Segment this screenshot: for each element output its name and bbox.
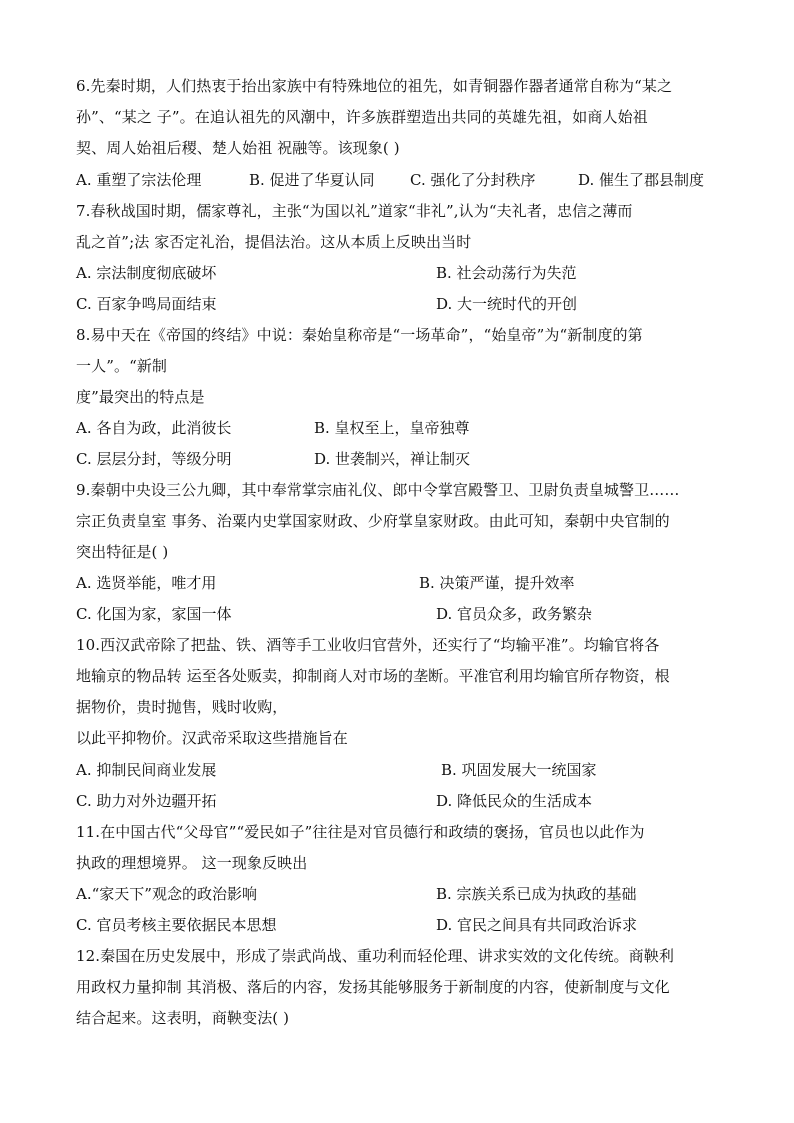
question-10-option-a: A. 抑制民间商业发展	[76, 761, 217, 779]
question-11-option-b: B. 宗族关系已成为执政的基础	[436, 885, 637, 903]
question-9-option-c: C. 化国为家，家国一体	[76, 605, 232, 623]
question-9-option-b: B. 决策严谨，提升效率	[419, 574, 575, 592]
question-10-option-d: D. 降低民众的生活成本	[436, 792, 593, 810]
question-6-option-c: C. 强化了分封秩序	[410, 171, 536, 189]
question-6-option-b: B. 促进了华夏认同	[249, 171, 375, 189]
question-7-option-a: A. 宗法制度彻底破坏	[76, 264, 217, 282]
question-10-stem-line: 地输京的物品转 运至各处贩卖，抑制商人对市场的垄断。平准官利用均输官所存物资，根	[76, 667, 670, 685]
question-11-stem-line: 执政的理想境界。 这一现象反映出	[76, 854, 308, 872]
question-7-option-c: C. 百家争鸣局面结束	[76, 295, 217, 313]
question-9-stem-line: 9.秦朝中央设三公九卿，其中奉常掌宗庙礼仪、郎中令掌宫殿警卫、卫尉负责皇城警卫……	[76, 481, 680, 499]
question-8-option-a: A. 各自为政，此消彼长	[76, 419, 232, 437]
question-8-option-b: B. 皇权至上，皇帝独尊	[314, 419, 470, 437]
question-8-stem-line: 8.易中天在《帝国的终结》中说：秦始皇称帝是“一场革命”，“始皇帝”为“新制度的第	[76, 326, 643, 344]
question-11-option-c: C. 官员考核主要依据民本思想	[76, 916, 277, 934]
question-10-stem-line: 据物价，贵时抛售，贱时收购，	[76, 698, 288, 716]
question-6-option-d: D. 催生了郡县制度	[578, 171, 705, 189]
question-10-option-b: B. 巩固发展大一统国家	[441, 761, 597, 779]
question-11-option-d: D. 官民之间具有共同政治诉求	[436, 916, 638, 934]
question-6-stem-line: 契、周人始祖后稷、楚人始祖 祝融等。该现象( )	[76, 139, 400, 157]
question-12-stem-line: 结合起来。这表明，商鞅变法( )	[76, 1009, 290, 1027]
question-10-stem-line: 10.西汉武帝除了把盐、铁、酒等手工业收归官营外，还实行了“均输平准”。均输官将各	[76, 636, 660, 654]
question-9-stem-line: 突出特征是( )	[76, 543, 169, 561]
question-7-stem-line: 乱之首”;法 家否定礼治，提倡法治。这从本质上反映出当时	[76, 233, 472, 251]
question-10-stem-line: 以此平抑物价。汉武帝采取这些措施旨在	[76, 729, 348, 747]
question-8-stem-line: 一人”。“新制	[76, 357, 168, 375]
question-9-option-a: A. 选贤举能，唯才用	[76, 574, 217, 592]
question-12-stem-line: 用政权力量抑制 其消极、落后的内容，发扬其能够服务于新制度的内容，使新制度与文化	[76, 978, 670, 996]
question-6-stem-line: 孙”、“某之 子”。在追认祖先的风潮中，许多族群塑造出共同的英雄先祖，如商人始祖	[76, 108, 648, 126]
question-8-option-d: D. 世袭制兴，禅让制灭	[314, 450, 471, 468]
question-8-stem-line: 度”最突出的特点是	[76, 388, 205, 406]
question-9-option-d: D. 官员众多，政务繁杂	[436, 605, 593, 623]
question-7-option-d: D. 大一统时代的开创	[436, 295, 578, 313]
question-12-stem-line: 12.秦国在历史发展中，形成了崇武尚战、重功利而轻伦理、讲求实效的文化传统。商鞅利	[76, 947, 674, 965]
question-9-stem-line: 宗正负责皇室 事务、治粟内史掌国家财政、少府掌皇家财政。由此可知，秦朝中央官制的	[76, 512, 670, 530]
question-6-option-a: A. 重塑了宗法伦理	[76, 171, 202, 189]
question-11-option-a: A.“家天下”观念的政治影响	[76, 885, 257, 903]
question-6-stem-line: 6.先秦时期，人们热衷于抬出家族中有特殊地位的祖先，如青铜器作器者通常自称为“某之	[76, 77, 673, 95]
question-7-option-b: B. 社会动荡行为失范	[436, 264, 577, 282]
question-7-stem-line: 7.春秋战国时期，儒家尊礼，主张“为国以礼”道家“非礼”,认为“夫礼者，忠信之薄而	[76, 202, 633, 220]
question-10-option-c: C. 助力对外边疆开拓	[76, 792, 217, 810]
question-11-stem-line: 11.在中国古代“父母官”“爱民如子”往往是对官员德行和政绩的褒扬，官员也以此作为	[76, 823, 645, 841]
question-8-option-c: C. 层层分封，等级分明	[76, 450, 232, 468]
